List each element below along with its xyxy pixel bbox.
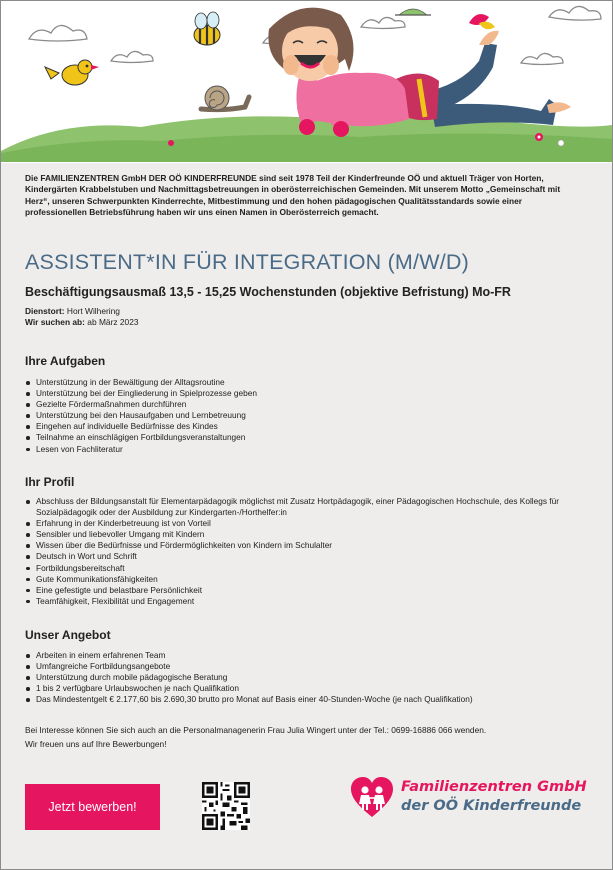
list-item: Arbeiten in einem erfahrenen Team: [25, 650, 595, 661]
list-item: 1 bis 2 verfügbare Urlaubswochen je nach Qualifikation: [25, 683, 595, 694]
list-item: Teilnahme an einschlägigen Fortbildungsveranstaltungen: [25, 432, 595, 443]
qr-code-icon[interactable]: [202, 782, 250, 830]
apply-button[interactable]: Jetzt bewerben!: [25, 784, 160, 830]
list-item: Unterstützung durch mobile pädagogische Beratung: [25, 672, 595, 683]
logo-line-1: Familienzentren GmbH: [401, 779, 587, 795]
location-line: [25, 306, 120, 316]
list-item: Gezielte Fördermaßnahmen durchführen: [25, 399, 595, 410]
heart-logo-icon: [349, 775, 395, 821]
list-item: Umfangreiche Fortbildungsangebote: [25, 661, 595, 672]
start-label: Wir suchen ab:: [25, 317, 85, 327]
offer-heading: Unser Angebot: [25, 628, 111, 642]
location-value: Hort Wilhering: [66, 306, 120, 316]
list-item: Unterstützung in der Bewältigung der Alltagsroutine: [25, 377, 595, 388]
list-item: Fortbildungsbereitschaft: [25, 563, 595, 574]
contact-text: [25, 723, 595, 751]
closing-line: Wir freuen uns auf Ihre Bewerbungen!: [25, 739, 167, 749]
list-item: Teamfähigkeit, Flexibilität und Engagement: [25, 596, 595, 607]
contact-line: Bei Interesse können Sie sich auch an die Personalmanagenerin Frau Julia Wingert unter der Tel.: 0699-16886 066 wenden.: [25, 725, 487, 735]
list-item: Erfahrung in der Kinderbetreuung ist von Vorteil: [25, 518, 595, 529]
header-illustration: [1, 1, 612, 163]
list-item: Wissen über die Bedürfnisse und Fördermöglichkeiten von Kindern im Schulalter: [25, 540, 595, 551]
list-item: Eingehen auf individuelle Bedürfnisse des Kindes: [25, 421, 595, 432]
location-label: Dienstort:: [25, 306, 65, 316]
snail-icon: [201, 86, 249, 110]
list-item: Abschluss der Bildungsanstalt für Elementarpädagogik möglichst mit Zusatz Hortpädagogik, einer Pädagogischen Hochschule, des Kollegs für Sozialpädagogik oder der Ausbildung zur Kindergarten-/Horthelfer:in: [25, 496, 595, 518]
intro-text: Die FAMILIENZENTREN GmbH DER OÖ KINDERFREUNDE sind seit 1978 Teil der Kinderfreunde OÖ und aktuell Träger von Horten, Kindergärten Krabbelstuben und Nachmittagsbetreuungen in oberösterreichischen Gemeinden. Mit unserem Motto „Gemeinschaft mit Herz“, unseren Schwerpunkten Kinderrechte, Mitbestimmung und den hohen pädagogischen Qualitätsstandards sowie einer professionellen Betriebsführung haben wir uns einen Namen in Oberösterreich gemacht.: [25, 173, 561, 217]
job-subtitle: Beschäftigungsausmaß 13,5 - 15,25 Wochenstunden (objektive Befristung) Mo-FR: [25, 285, 511, 299]
offer-list: [25, 650, 595, 705]
list-item: Eine gefestigte und belastbare Persönlichkeit: [25, 585, 595, 596]
girl-figure: [268, 8, 571, 137]
tasks-list: [25, 377, 595, 455]
bird-icon: [45, 60, 99, 85]
job-title: ASSISTENT*IN FÜR INTEGRATION (M/W/D): [25, 250, 469, 274]
list-item: Unterstützung bei den Hausaufgaben und Lernbetreuung: [25, 410, 595, 421]
company-logo: [347, 773, 592, 823]
list-item: Sensibler und liebevoller Umgang mit Kindern: [25, 529, 595, 540]
bee-icon: [194, 12, 220, 45]
start-value: ab März 2023: [87, 317, 139, 327]
girl-illustration: [1, 1, 612, 163]
hat-icon: [395, 9, 431, 15]
logo-line-2: der OÖ Kinderfreunde: [401, 798, 582, 814]
list-item: Unterstützung bei der Eingliederung in Spielprozesse geben: [25, 388, 595, 399]
list-item: Gute Kommunikationsfähigkeiten: [25, 574, 595, 585]
start-line: [25, 317, 139, 327]
profile-list: [25, 496, 595, 607]
profile-heading: Ihr Profil: [25, 475, 75, 489]
list-item: Das Mindestentgelt € 2.177,60 bis 2.690,30 brutto pro Monat auf Basis einer 40-Stunden-Woche (je nach Qualifikation): [25, 694, 595, 705]
butterfly-icon: [469, 14, 495, 29]
list-item: Deutsch in Wort und Schrift: [25, 551, 595, 562]
tasks-heading: Ihre Aufgaben: [25, 354, 106, 368]
list-item: Lesen von Fachliteratur: [25, 444, 595, 455]
